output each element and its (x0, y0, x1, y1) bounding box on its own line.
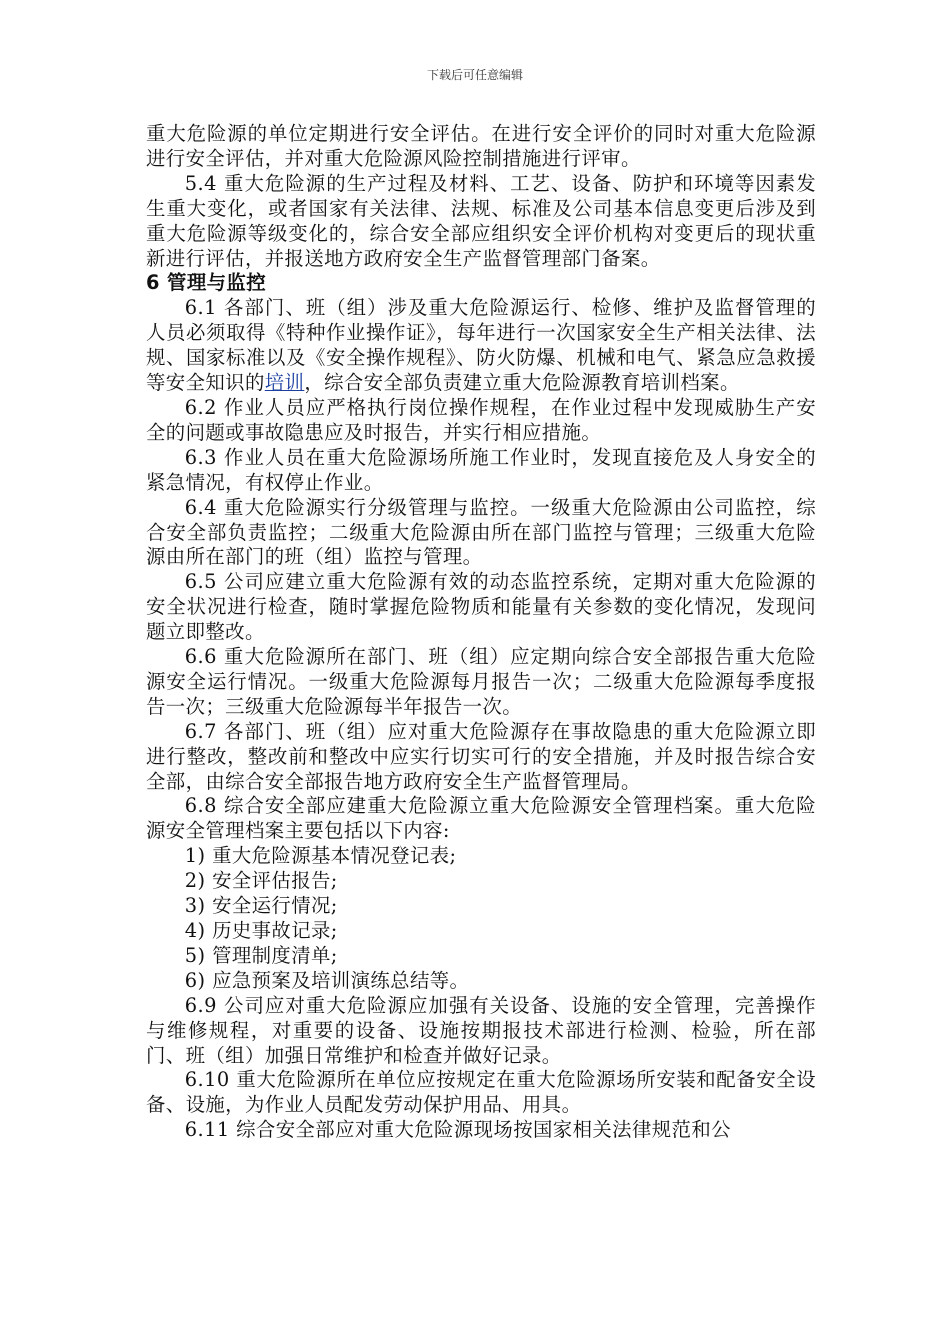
section-heading-6: 6 管理与监控 (146, 271, 266, 295)
paragraph-6-7: 6.7 各部门、班（组）应对重大危险源存在事故隐患的重大危险源立即进行整改，整改前和整改中应实行切实可行的安全措施，并及时报告综合安全部，由综合安全部报告地方政府安全生产监督管理局。 (146, 719, 816, 793)
paragraph-6-4: 6.4 重大危险源实行分级管理与监控。一级重大危险源由公司监控，综合安全部负责监控；二级重大危险源由所在部门监控与管理；三级重大危险源由所在部门的班（组）监控与管理。 (146, 495, 816, 569)
paragraph-assessment: 重大危险源的单位定期进行安全评估。在进行安全评价的同时对重大危险源进行安全评估，并对重大危险源风险控制措施进行评审。 (146, 122, 816, 170)
training-link[interactable]: 培训 (264, 371, 305, 395)
list-item: 1) 重大危险源基本情况登记表; (184, 844, 457, 868)
paragraph-6-1 (146, 296, 816, 396)
document-body (146, 122, 816, 1143)
paragraph-6-8: 6.8 综合安全部应建重大危险源立重大危险源安全管理档案。重大危险源安全管理档案主要包括以下内容: (146, 794, 816, 843)
paragraph-6-10: 6.10 重大危险源所在单位应按规定在重大危险源场所安装和配备安全设备、设施，为作业人员配发劳动保护用品、用具。 (146, 1068, 816, 1117)
paragraph-6-5: 6.5 公司应建立重大危险源有效的动态监控系统，定期对重大危险源的安全状况进行检查，随时掌握危险物质和能量有关参数的变化情况，发现问题立即整改。 (146, 570, 816, 644)
paragraph-5-4: 5.4 重大危险源的生产过程及材料、工艺、设备、防护和环境等因素发生重大变化，或者国家有关法律、法规、标准及公司基本信息变更后涉及到重大危险源等级变化的，综合安全部应组织安全评价机构对变更后的现状重新进行评估，并报送地方政府安全生产监督管理部门备案。 (146, 171, 816, 270)
list-item: 6) 应急预案及培训演练总结等。 (184, 968, 470, 992)
list-item: 5) 管理制度清单; (184, 943, 338, 967)
paragraph-6-6: 6.6 重大危险源所在部门、班（组）应定期向综合安全部报告重大危险源安全运行情况。一级重大危险源每月报告一次；二级重大危险源每季度报告一次；三级重大危险源每半年报告一次。 (146, 645, 816, 718)
list-item: 3) 安全运行情况; (184, 894, 338, 918)
paragraph-6-3: 6.3 作业人员在重大危险源场所施工作业时，发现直接危及人身安全的紧急情况，有权停止作业。 (146, 445, 816, 494)
page-header: 下载后可任意编辑 (426, 68, 523, 82)
list-item: 4) 历史事故记录; (184, 919, 338, 942)
paragraph-6-1-text-b: ，综合安全部负责建立重大危险源教育培训档案。 (304, 371, 740, 395)
paragraph-6-9: 6.9 公司应对重大危险源应加强有关设备、设施的安全管理，完善操作与维修规程，对重要的设备、设施按期报技术部进行检测、检验，所在部门、班（组）加强日常维护和检查并做好记录。 (146, 993, 816, 1067)
paragraph-6-1-text-a: 6.1 各部门、班（组）涉及重大危险源运行、检修、维护及监督管理的人员必须取得《特种作业操作证》，每年进行一次国家安全生产相关法律、法规、国家标准以及《安全操作规程》、防火防爆、机械和电气、紧急应急救援等安全知识的 (146, 296, 816, 395)
paragraph-6-11: 6.11 综合安全部应对重大危险源现场按国家相关法律规范和公 (184, 1118, 731, 1142)
list-item: 2) 安全评估报告; (184, 869, 338, 893)
paragraph-6-2: 6.2 作业人员应严格执行岗位操作规程，在作业过程中发现威胁生产安全的问题或事故隐患应及时报告，并实行相应措施。 (146, 395, 816, 444)
